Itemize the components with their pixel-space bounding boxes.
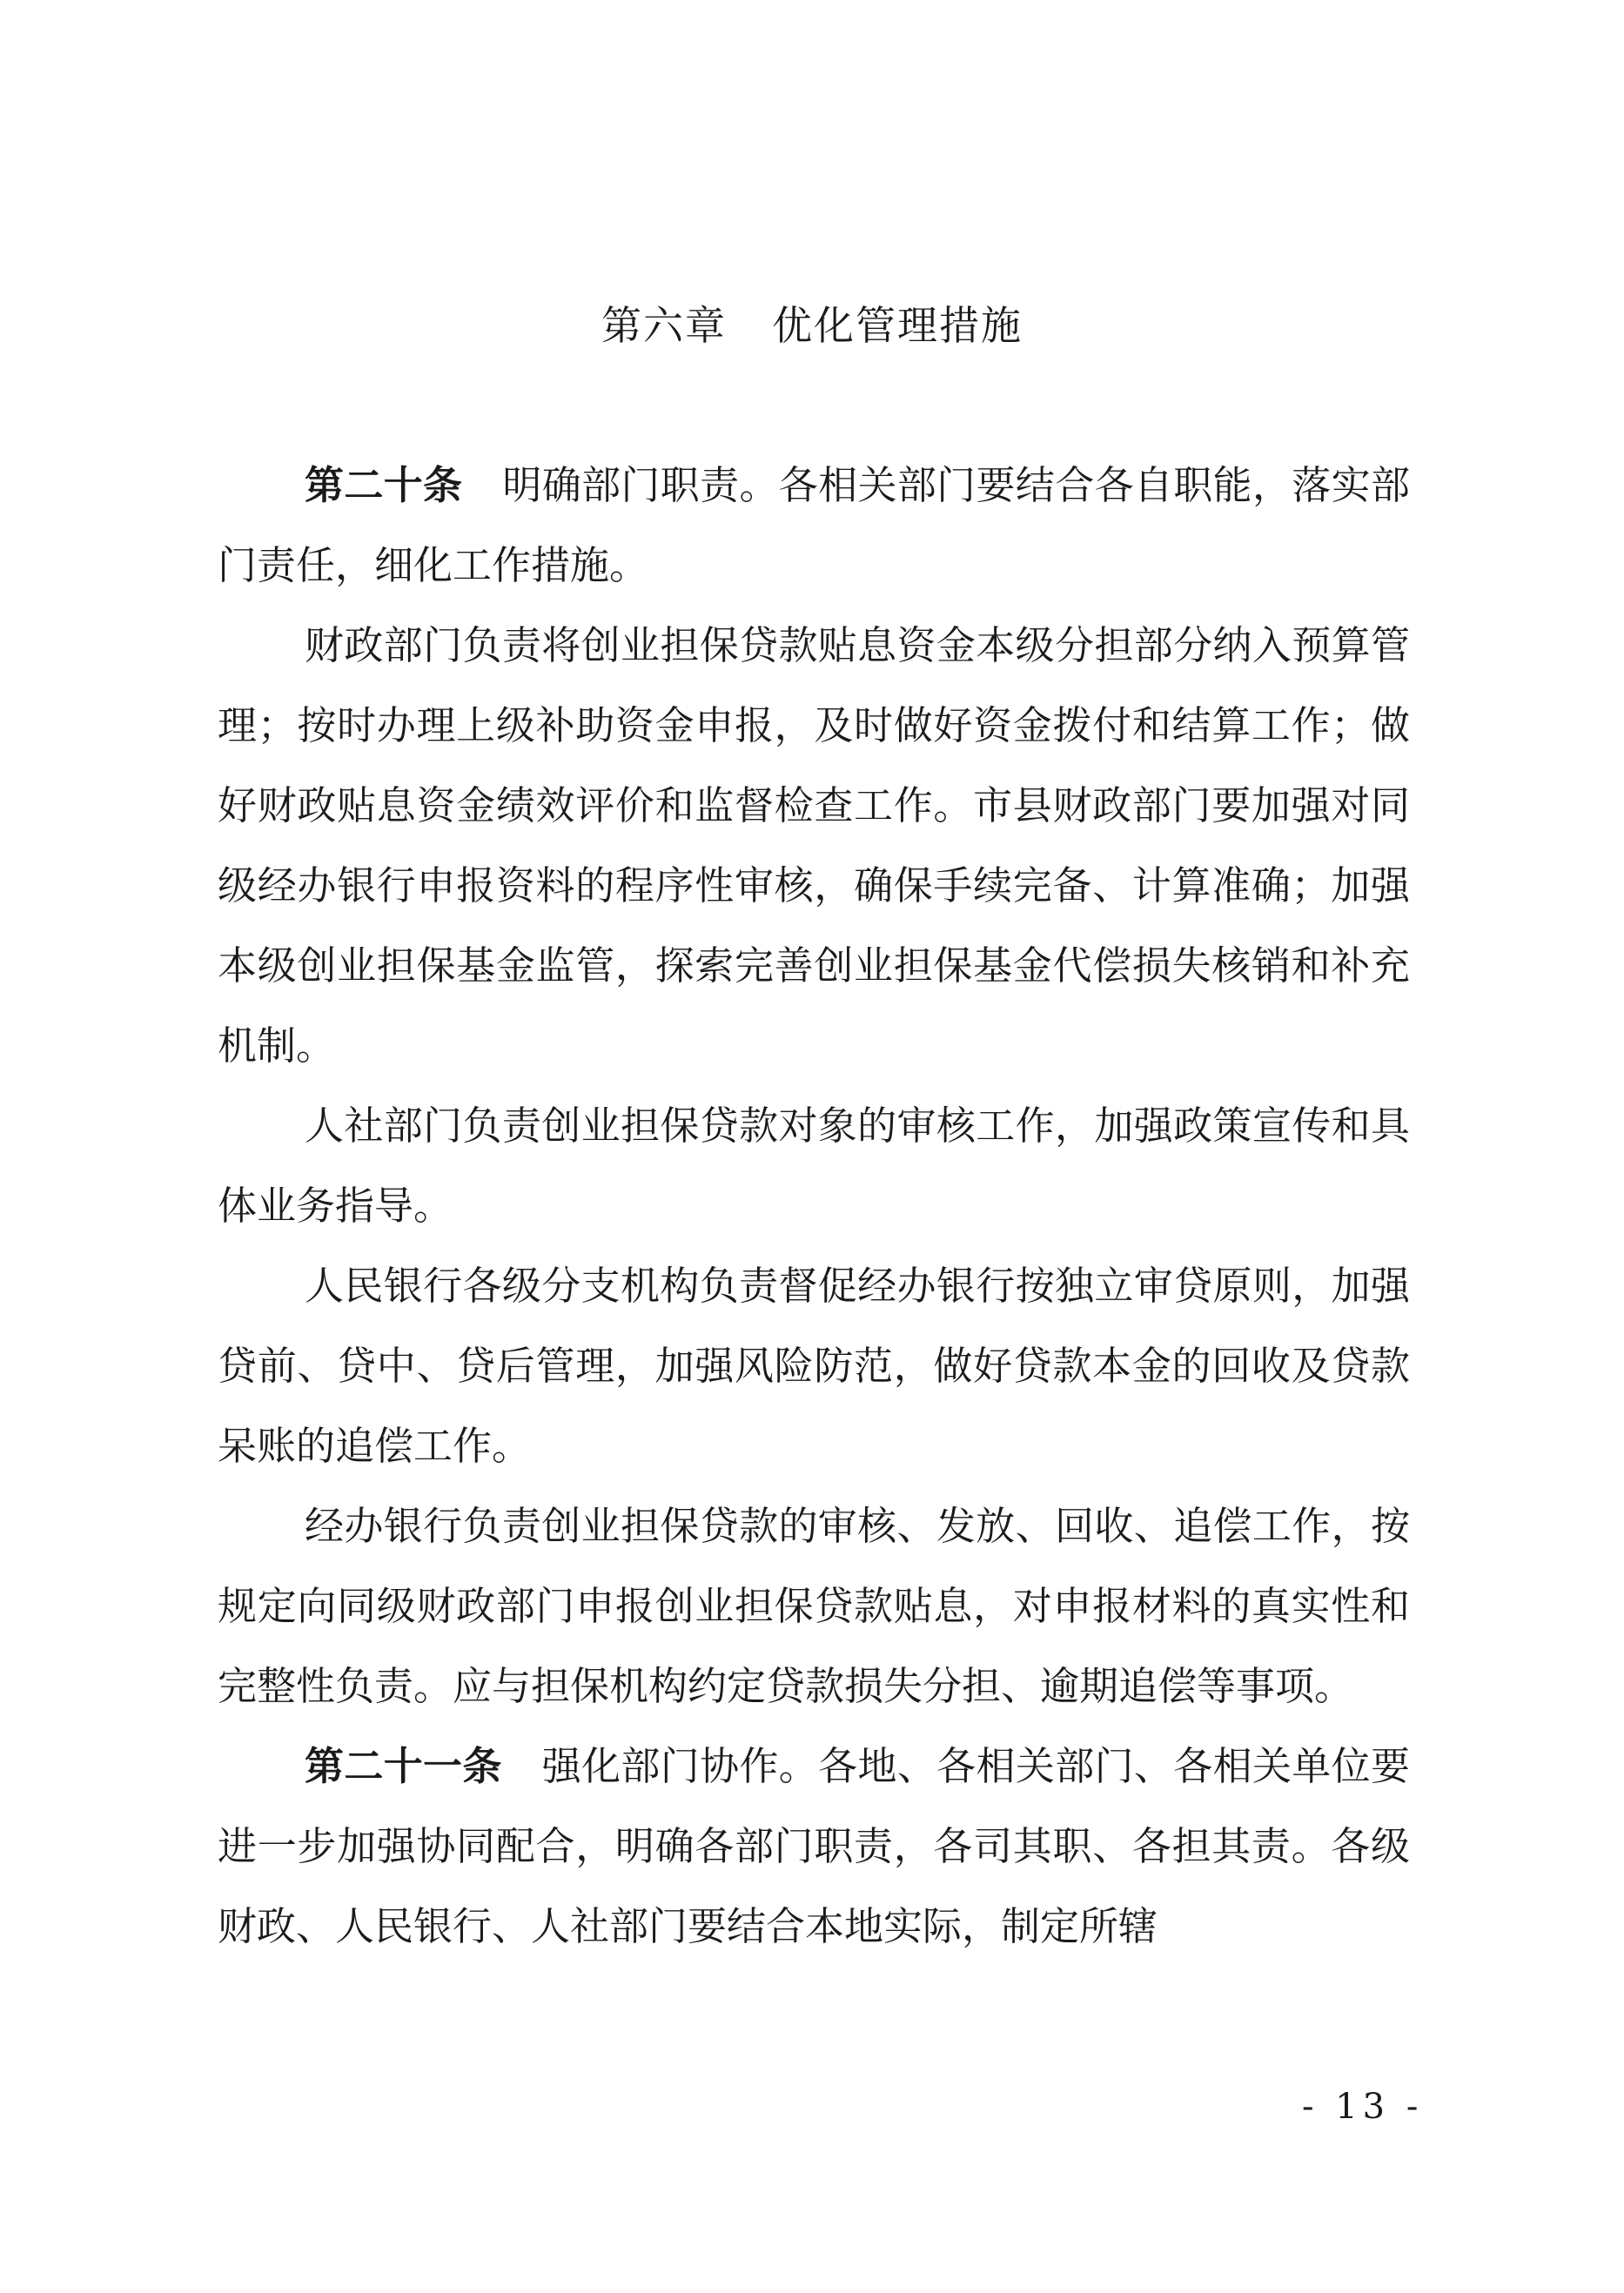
chapter-number: 第六章 xyxy=(601,302,727,349)
article-paragraph xyxy=(218,446,1410,606)
article-label: 第二十条 xyxy=(305,462,463,508)
paragraph-text: 经办银行负责创业担保贷款的审核、发放、回收、追偿工作，按规定向同级财政部门申报创业担保贷款贴息，对申报材料的真实性和完整性负责。应与担保机构约定贷款损失分担、逾期追偿等事项。 xyxy=(218,1503,1410,1709)
article-paragraph xyxy=(218,1726,1410,1967)
paragraph xyxy=(218,1486,1410,1726)
article-label: 第二十一条 xyxy=(305,1743,502,1789)
paragraph-text: 强化部门协作。各地、各相关部门、各相关单位要进一步加强协同配合，明确各部门职责，各司其职、各担其责。各级财政、人民银行、人社部门要结合本地实际，制定所辖 xyxy=(218,1743,1410,1949)
paragraph-text: 人社部门负责创业担保贷款对象的审核工作，加强政策宣传和具体业务指导。 xyxy=(218,1103,1410,1229)
page-number: - 13 - xyxy=(1302,2087,1424,2127)
paragraph-text: 人民银行各级分支机构负责督促经办银行按独立审贷原则，加强贷前、贷中、贷后管理，加强风险防范，做好贷款本金的回收及贷款呆账的追偿工作。 xyxy=(218,1263,1410,1469)
paragraph xyxy=(218,1086,1410,1246)
paragraph xyxy=(218,606,1410,1086)
paragraph xyxy=(218,1246,1410,1486)
chapter-heading xyxy=(0,294,1624,352)
chapter-title: 优化管理措施 xyxy=(772,302,1023,349)
paragraph-text: 明确部门职责。各相关部门要结合各自职能，落实部门责任，细化工作措施。 xyxy=(218,462,1410,588)
paragraph-text: 财政部门负责将创业担保贷款贴息资金本级分担部分纳入预算管理；按时办理上级补助资金申报，及时做好资金拨付和结算工作；做好财政贴息资金绩效评价和监督检查工作。市县财政部门要加强对同级经办银行申报资料的程序性审核，确保手续完备、计算准确；加强本级创业担保基金监管，探索完善创业担保基金代偿损失核销和补充机制。 xyxy=(218,622,1410,1069)
body-text xyxy=(218,446,1410,1967)
